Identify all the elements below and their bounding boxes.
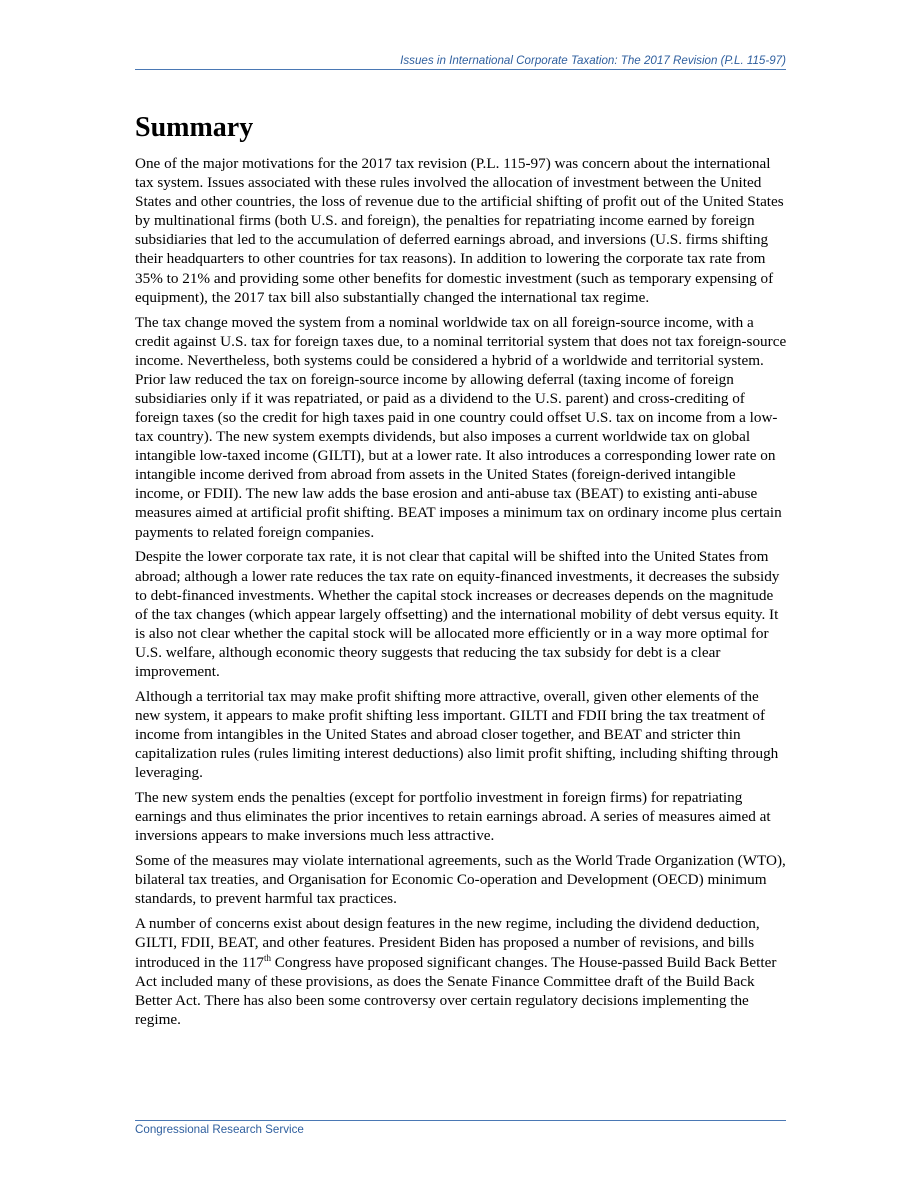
concerns-text-start: A number of concerns exist about design features in the new regime, including the dividend deduction, GILTI, FDII, BEAT, and other features. President Biden has proposed a number of revisions, and bills introduced in the 117	[135, 915, 760, 971]
paragraph-system-change: The tax change moved the system from a nominal worldwide tax on all foreign-source income, with a credit against U.S. tax for foreign taxes due, to a nominal territorial system that does not tax foreign-source income. Nevertheless, both systems could be considered a hybrid of a worldwide and territorial system. Prior law reduced the tax on foreign-source income by allowing deferral (taxing income of foreign subsidiaries only if it was repatriated, or paid as a dividend to the U.S. parent) and cross-crediting of foreign taxes (so the credit for high taxes paid in one country could offset U.S. tax on income from a low-tax country). The new system exempts dividends, but also imposes a current worldwide tax on global intangible low-taxed income (GILTI), but at a lower rate. It also introduces a corresponding lower rate on intangible income derived from abroad from assets in the United States (foreign-derived intangible income, or FDII). The new law adds the base erosion and anti-abuse tax (BEAT) to existing anti-abuse measures aimed at artificial profit shifting. BEAT imposes a minimum tax on ordinary income plus certain payments to related foreign companies.	[135, 313, 787, 541]
ordinal-superscript: th	[263, 952, 271, 963]
paragraph-concerns	[135, 914, 787, 1029]
paragraph-motivation: One of the major motivations for the 2017 tax revision (P.L. 115-97) was concern about the international tax system. Issues associated with these rules involved the allocation of investment between the United States and other countries, the loss of revenue due to the artificial shifting of profit out of the United States by multinational firms (both U.S. and foreign), the penalties for repatriating income earned by foreign subsidiaries that led to the accumulation of deferred earnings abroad, and inversions (U.S. firms shifting their headquarters to other countries for tax reasons). In addition to lowering the corporate tax rate from 35% to 21% and providing some other benefits for domestic investment (such as temporary expensing of equipment), the 2017 tax bill also substantially changed the international tax regime.	[135, 155, 784, 306]
footer-organization: Congressional Research Service	[135, 1123, 304, 1136]
running-header: Issues in International Corporate Taxation: The 2017 Revision (P.L. 115-97)	[400, 54, 786, 67]
footer-rule	[135, 1120, 786, 1121]
paragraph-international-agreements: Some of the measures may violate international agreements, such as the World Trade Organization (WTO), bilateral tax treaties, and Organisation for Economic Co-operation and Development (OECD) minimum standards, to prevent harmful tax practices.	[135, 852, 786, 908]
header-rule	[135, 69, 786, 70]
section-title: Summary	[135, 112, 254, 143]
paragraph-repatriation: The new system ends the penalties (except for portfolio investment in foreign firms) for repatriating earnings and thus eliminates the prior incentives to retain earnings abroad. A series of measures aimed at inversions appears to make inversions much less attractive.	[135, 789, 771, 845]
paragraph-capital-allocation: Despite the lower corporate tax rate, it is not clear that capital will be shifted into the United States from abroad; although a lower rate reduces the tax rate on equity-financed investments, it decreases the subsidy to debt-financed investments. Whether the capital stock increases or decreases depends on the magnitude of the tax changes (which appear largely offsetting) and the international mobility of debt versus equity. It is also not clear whether the capital stock will be allocated more efficiently or in a way more optimal for U.S. welfare, although economic theory suggests that reducing the tax subsidy for debt is a clear improvement.	[135, 548, 780, 681]
concerns-text-end: Congress have proposed significant changes. The House-passed Build Back Better Act included many of these provisions, as does the Senate Finance Committee draft of the Build Back Better Act. There has also been some controversy over certain regulatory decisions implementing the regime.	[135, 953, 777, 1028]
paragraph-profit-shifting: Although a territorial tax may make profit shifting more attractive, overall, given other elements of the new system, it appears to make profit shifting less important. GILTI and FDII bring the tax treatment of income from intangibles in the United States and abroad closer together, and BEAT and stricter thin capitalization rules (rules limiting interest deductions) also limit profit shifting, including shifting through leveraging.	[135, 687, 779, 782]
summary-body	[135, 154, 787, 1035]
